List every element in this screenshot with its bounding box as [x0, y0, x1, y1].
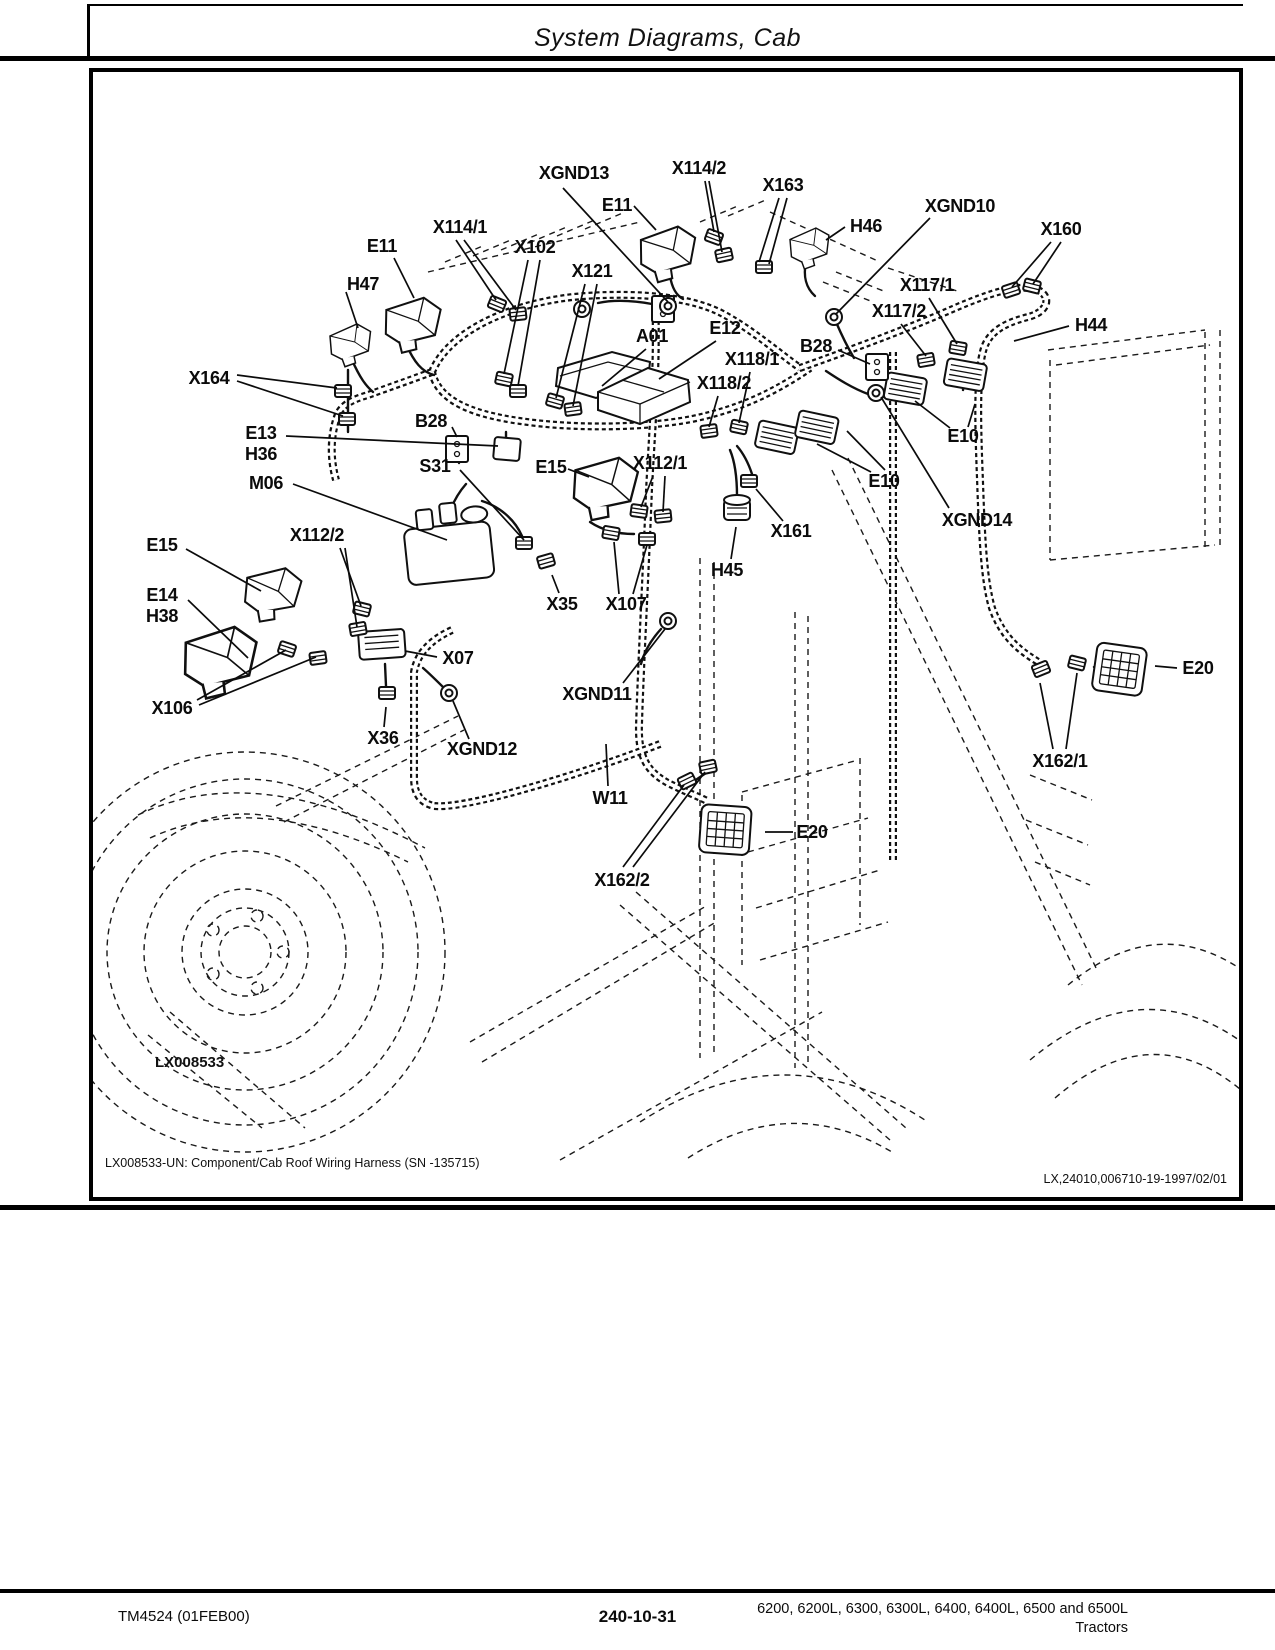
leader-line-x112-1	[663, 476, 665, 512]
lamp-e10	[883, 372, 927, 406]
component-label-x102: X102	[514, 236, 556, 257]
component-label-x161: X161	[770, 520, 812, 541]
figure-frame	[89, 68, 1243, 1201]
component-label-h38: H38	[145, 605, 179, 626]
component-label-h45: H45	[710, 559, 744, 580]
leader-line-e11	[634, 206, 656, 230]
component-label-x117-2: X117/2	[871, 300, 927, 321]
leader-line-x36	[384, 707, 386, 727]
header-top-rule	[87, 4, 1243, 6]
leader-line-x112-2	[340, 548, 361, 606]
manual-number: TM4524 (01FEB00)	[118, 1608, 250, 1625]
leader-line-h46	[826, 227, 845, 240]
wiring-harness-diagram	[93, 72, 1239, 1197]
component-label-e14: E14	[146, 584, 178, 605]
footer-rule	[0, 1589, 1275, 1593]
leader-line-e11	[394, 258, 414, 298]
component-label-x117-1: X117/1	[899, 274, 955, 295]
component-label-xgnd12: XGND12	[446, 738, 518, 759]
leader-line-x162-1	[1040, 683, 1053, 749]
model-list	[757, 1600, 1128, 1638]
wiper-motor-m06	[401, 499, 495, 586]
page-number: 240-10-31	[598, 1607, 677, 1626]
lamp-e10	[754, 420, 799, 455]
component-label-m06: M06	[248, 472, 284, 493]
lamp-e20-bottom	[699, 804, 752, 855]
header-bottom-rule	[0, 56, 1275, 61]
component-label-x121: X121	[571, 260, 613, 281]
leader-line-e20	[1155, 666, 1177, 668]
leader-line-x114-2	[705, 181, 714, 232]
leader-line-e10	[968, 404, 975, 427]
leader-line-xgnd12	[453, 701, 469, 739]
leader-line-x162-2	[633, 772, 705, 867]
component-label-e11: E11	[601, 194, 633, 215]
connector-b28-right	[866, 354, 888, 380]
lamp-h46	[790, 228, 829, 269]
component-label-xgnd14: XGND14	[941, 509, 1013, 530]
component-label-h36: H36	[244, 443, 278, 464]
leader-line-x162-2	[623, 785, 684, 867]
leader-line-x163	[759, 198, 779, 262]
component-label-x118-1: X118/1	[724, 348, 780, 369]
component-label-e10: E10	[868, 470, 900, 491]
figure-caption: LX008533-UN: Component/Cab Roof Wiring Harness (SN -135715)	[105, 1156, 480, 1170]
leader-line-x107	[614, 542, 619, 594]
component-label-h46: H46	[849, 215, 883, 236]
component-label-x160: X160	[1040, 218, 1082, 239]
ground-ring-xgnd12	[441, 685, 457, 701]
component-label-x112-2: X112/2	[289, 524, 345, 545]
component-label-e12: E12	[709, 317, 741, 338]
component-label-a01: A01	[635, 325, 669, 346]
leader-line-x35	[552, 575, 559, 593]
component-label-x107: X107	[605, 593, 647, 614]
component-label-xgnd10: XGND10	[924, 195, 996, 216]
component-label-xgnd13: XGND13	[538, 162, 610, 183]
connector-h45	[724, 495, 750, 520]
page-title: System Diagrams, Cab	[533, 24, 802, 52]
model-list-line2: Tractors	[1075, 1620, 1128, 1636]
leader-line-x160	[1033, 242, 1061, 284]
component-label-b28: B28	[414, 410, 448, 431]
relay-e13-h36	[493, 437, 521, 461]
component-label-h47: H47	[346, 273, 380, 294]
ground-ring-xgnd13	[660, 298, 676, 314]
leader-line-e10	[915, 401, 950, 428]
component-label-x164: X164	[188, 367, 230, 388]
leader-line-x102	[518, 260, 540, 386]
component-label-e15: E15	[146, 534, 178, 555]
leader-line-h47	[346, 292, 358, 328]
component-label-e20: E20	[1182, 657, 1214, 678]
lamp-e15-left	[240, 562, 303, 628]
lamp-e20-right	[1091, 642, 1147, 696]
leader-line-x162-1	[1066, 673, 1077, 749]
component-label-x114-1: X114/1	[432, 216, 488, 237]
lamp-e15-mid	[569, 452, 640, 526]
lamp-e10	[794, 410, 839, 445]
component-label-x162-1: X162/1	[1032, 750, 1088, 771]
component-label-s31: S31	[419, 455, 451, 476]
leader-line-h45	[731, 527, 736, 559]
leader-line-e15	[186, 549, 261, 591]
leader-line-x163	[769, 198, 787, 264]
component-label-b28: B28	[799, 335, 833, 356]
lamp-h47	[330, 324, 371, 367]
component-label-xgnd11: XGND11	[562, 683, 632, 704]
leader-line-w11	[606, 744, 608, 786]
model-list-line1: 6200, 6200L, 6300, 6300L, 6400, 6400L, 6500 and 6500L	[757, 1601, 1128, 1617]
leader-line-x161	[756, 489, 783, 521]
frame-bottom-rule	[0, 1205, 1275, 1210]
component-label-x36: X36	[367, 727, 399, 748]
component-label-h44: H44	[1074, 314, 1108, 335]
lamp-e10	[943, 358, 987, 392]
component-label-e13: E13	[245, 422, 277, 443]
lamp-e11-top	[638, 224, 696, 285]
component-label-w11: W11	[592, 787, 628, 808]
revision-code: LX,24010,006710-19-1997/02/01	[1043, 1172, 1227, 1186]
component-label-x112-1: X112/1	[632, 452, 688, 473]
component-label-e11: E11	[366, 235, 398, 256]
ground-ring-xgnd11	[660, 613, 676, 629]
image-number: LX008533	[155, 1054, 225, 1071]
lamp-e11-left	[382, 294, 442, 356]
leader-line-e10	[847, 431, 885, 470]
component-label-x07: X07	[442, 647, 474, 668]
component-label-x106: X106	[151, 697, 193, 718]
component-label-x162-2: X162/2	[594, 869, 650, 890]
component-label-e20: E20	[796, 821, 828, 842]
lamp-e14-h38	[180, 622, 258, 703]
component-label-e15: E15	[535, 456, 567, 477]
component-label-e10: E10	[947, 425, 979, 446]
component-label-x114-2: X114/2	[671, 157, 727, 178]
component-label-x118-2: X118/2	[696, 372, 752, 393]
leader-line-h44	[1014, 326, 1069, 341]
component-label-x163: X163	[762, 174, 804, 195]
component-label-x35: X35	[546, 593, 578, 614]
